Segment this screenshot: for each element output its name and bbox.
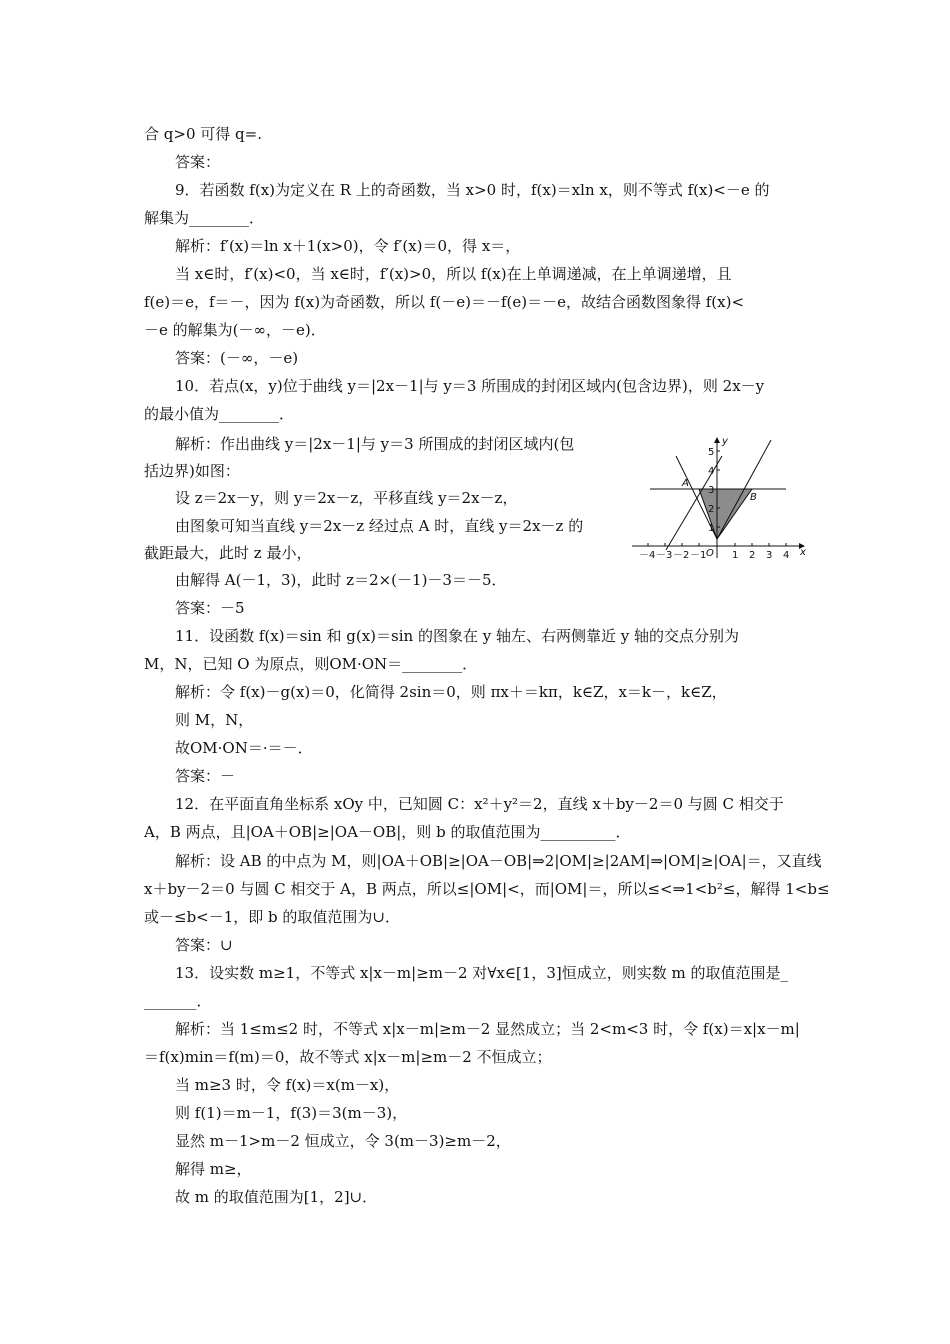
text-line: 解析：令 f(x)－g(x)＝0，化简得 2sin＝0，则 πx＋＝kπ，k∈Z，x＝k－，k∈Z， [175, 683, 727, 701]
x-tick-label: 1 [732, 550, 739, 561]
text-line: 的最小值为________． [144, 405, 295, 423]
text-line: A，B 两点，且|OA＋OB|≥|OA－OB|，则 b 的取值范围为__________． [144, 823, 631, 841]
text-line: 解得 m≥， [175, 1160, 252, 1178]
y-tick-label: 2 [708, 504, 715, 515]
text-line: 13．设实数 m≥1，不等式 x|x－m|≥m－2 对∀x∈[1，3]恒成立，则实数 m 的取值范围是_ [175, 964, 788, 982]
origin-label: O [706, 548, 714, 559]
y-tick-label: 1 [708, 523, 715, 534]
text-line: 解析：当 1≤m≤2 时，不等式 x|x－m|≥m－2 显然成立；当 2<m<3 时，令 f(x)＝x|x－m| [175, 1020, 800, 1038]
text-line: M，N，已知 O 为原点，则OM·ON＝________． [144, 655, 478, 673]
text-line: 解析：f′(x)＝ln x＋1(x>0)，令 f′(x)＝0，得 x＝， [175, 237, 521, 255]
text-line: _______． [144, 992, 212, 1010]
shaded-region [699, 489, 752, 539]
text-line: 括边界)如图： [144, 462, 240, 480]
text-line: 显然 m－1>m－2 恒成立，令 3(m－3)≥m－2， [175, 1132, 511, 1150]
text-line: 故OM·ON＝·＝－． [175, 739, 313, 757]
text-line: 由图象可知当直线 y＝2x－z 经过点 A 时，直线 y＝2x－z 的 [175, 517, 584, 535]
text-line: 10．若点(x，y)位于曲线 y＝|2x－1|与 y＝3 所围成的封闭区域内(包含边界)，则 2x－y [175, 377, 765, 395]
y-tick-label: 4 [708, 466, 715, 477]
y-tick-label: 3 [708, 485, 715, 496]
text-line: 11．设函数 f(x)＝sin 和 g(x)＝sin 的图象在 y 轴左、右两侧靠近 y 轴的交点分别为 [175, 627, 739, 645]
y-axis-label: y [722, 436, 728, 447]
point-a-label: A [682, 478, 689, 489]
text-line: 由解得 A(－1，3)，此时 z＝2×(－1)－3＝－5． [175, 571, 507, 589]
text-line: －e 的解集为(－∞，－e)． [144, 321, 326, 339]
x-tick-label: 3 [766, 550, 773, 561]
text-line: 合 q>0 可得 q=. [144, 125, 262, 143]
point-b-label: B [750, 492, 757, 503]
text-line: 9．若函数 f(x)为定义在 R 上的奇函数，当 x>0 时，f(x)＝xln x，则不等式 f(x)<－e 的 [175, 181, 770, 199]
text-line: 答案：∪ [175, 936, 233, 954]
text-line: 则 M，N， [175, 711, 254, 729]
x-tick-label: －2 [673, 550, 690, 561]
x-tick-label: －4 [639, 550, 656, 561]
x-axis-label: x [800, 547, 806, 558]
text-line: 当 x∈时，f′(x)<0，当 x∈时，f′(x)>0，所以 f(x)在上单调递减，在上单调递增，且 [175, 265, 732, 283]
text-line: 设 z＝2x－y，则 y＝2x－z，平移直线 y＝2x－z， [175, 489, 518, 507]
x-tick-label: －3 [656, 550, 673, 561]
text-line: 解析：作出曲线 y＝|2x－1|与 y＝3 所围成的封闭区域内(包 [175, 435, 575, 453]
x-tick-label: 2 [749, 550, 756, 561]
text-line: 答案：－ [175, 767, 236, 785]
text-line: 12．在平面直角坐标系 xOy 中，已知圆 C：x²＋y²＝2，直线 x＋by－2＝0 与圆 C 相交于 [175, 795, 784, 813]
text-line: f(e)＝e，f＝－，因为 f(x)为奇函数，所以 f(－e)＝－f(e)＝－e，故结合函数图象得 f(x)< [144, 293, 745, 311]
region-graph-figure [628, 432, 810, 562]
text-line: 解集为________． [144, 209, 265, 227]
text-line: 解析：设 AB 的中点为 M，则|OA＋OB|≥|OA－OB|⇒2|OM|≥|2AM|⇒|OM|≥|OA|＝，又直线 [175, 852, 822, 870]
y-tick-label: 5 [708, 447, 715, 458]
x-tick-label: －1 [690, 550, 707, 561]
text-line: 当 m≥3 时，令 f(x)＝x(m－x)， [175, 1076, 400, 1094]
text-line: ＝f(x)min＝f(m)＝0，故不等式 x|x－m|≥m－2 不恒成立； [144, 1048, 552, 1066]
x-tick-label: 4 [783, 550, 790, 561]
text-line: 或－≤b<－1，即 b 的取值范围为∪． [144, 908, 400, 926]
text-line: 答案：－5 [175, 599, 245, 617]
text-line: 截距最大，此时 z 最小， [144, 544, 312, 562]
text-line: 答案：(－∞，－e) [175, 349, 299, 367]
text-line: 则 f(1)＝m－1，f(3)＝3(m－3)， [175, 1104, 408, 1122]
text-line: 答案： [175, 153, 221, 171]
text-line: x＋by－2＝0 与圆 C 相交于 A，B 两点，所以≤|OM|<，而|OM|＝，所以≤<⇒1<b²≤，解得 1<b≤ [144, 880, 830, 898]
text-line: 故 m 的取值范围为[1，2]∪． [175, 1188, 378, 1206]
